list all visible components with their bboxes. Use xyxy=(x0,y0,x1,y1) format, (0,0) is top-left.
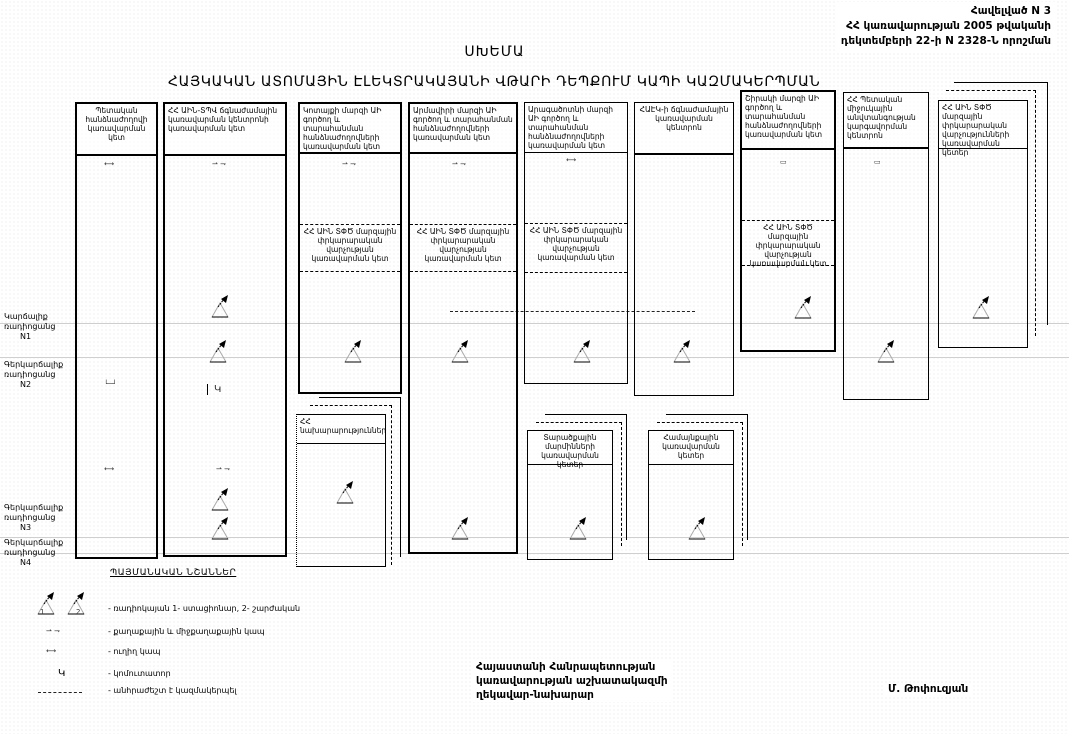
column-header: ՀՀ ԱԻՆ-ՏՊՎ ճգնաժամային կառավարման կենտրոնի կառավարման կետ xyxy=(165,104,285,156)
antenna-icon xyxy=(793,296,813,320)
legend-item-phone: - քաղաքային և միջքաղաքային կապ xyxy=(108,627,265,636)
column-subheader: ՀՀ ԱԻՆ ՏՓԾ մարզային փրկարարական վարչության կառավարման կետ xyxy=(525,223,627,273)
dotted-line-icon xyxy=(38,692,82,693)
column-subheader: ՀՀ ԱԻՆ ՏՓԾ մարզային փրկարարական վարչության կառավարման կետ xyxy=(300,224,400,272)
phone-link-icon: ⟷ xyxy=(104,160,115,168)
legend-item-direct: - ուղիղ կապ xyxy=(108,647,161,656)
antenna-icon xyxy=(210,295,230,319)
phone-link-icon: ⇀ ⇁ xyxy=(46,627,60,635)
approval-line-3: դեկտեմբերի 22-ի N 2328-Ն որոշման xyxy=(840,35,1051,47)
phone-link-icon: ⇀ ⇁ xyxy=(342,160,356,168)
column-header: Արմավիրի մարզի ԱԻ գործող և տարահանման հանձնաժողովների կառավարման կետ xyxy=(410,104,516,154)
antenna-icon xyxy=(210,517,230,541)
antenna-icon xyxy=(208,340,228,364)
column-header: ՀՀ Պետական միջուկային անվտանգության կարգավորման կենտրոն xyxy=(844,93,928,149)
direct-line-icon: ▭ xyxy=(874,158,881,166)
signatory-title: Հայաստանի Հանրապետության կառավարության աշխատակազմի ղեկավար-նախարար xyxy=(472,660,672,702)
column-header: ՀՀ ԱԻՆ ՏՓԾ մարզային փրկարարական վարչությունների կառավարման կետեր xyxy=(939,101,1027,149)
commutator-icon: Կ xyxy=(58,668,66,679)
legend-item-radio: - ռադիոկայան 1- ստացիոնար, 2- շարժական xyxy=(108,604,301,613)
antenna-icon xyxy=(210,488,230,512)
phone-link-icon: ⇀ ⇁ xyxy=(216,465,230,473)
legend-title: ՊԱՅՄԱՆԱԿԱՆ ՆՇԱՆՆԵՐ xyxy=(110,568,237,578)
column-subheader: ՀՀ ԱԻՆ ՏՓԾ մարզային փրկարարական վարչության կառավարման կետ xyxy=(742,220,834,266)
level-label-n1: Կարճալիք ռադիոցանց N1 xyxy=(4,312,56,341)
column-header: Արագածոտնի մարզի ԱԻ գործող և տարահանման հանձնաժողովների կառավարման կետ xyxy=(525,103,627,153)
level-label-n2: Գերկարճալիք ռադիոցանց N2 xyxy=(4,360,64,389)
column-header: Կոտայքի մարզի ԱԻ գործող և տարահանման հանձնաժողովների կառավարման կետ xyxy=(300,104,400,154)
level-label-n3: Գերկարճալիք ռադիոցանց N3 xyxy=(4,503,64,532)
column-header: Շիրակի մարզի ԱԻ գործող և տարահանման հանձնաժողովների կառավարման կետ xyxy=(742,92,834,150)
column-armavir xyxy=(408,102,518,554)
phone-link-icon: ⟷ xyxy=(566,156,577,164)
box-header: ՀՀ նախարարություններ xyxy=(297,415,385,444)
column-subheader: ՀՀ ԱԻՆ ՏՓԾ մարզային փրկարարական վարչության կառավարման կետ xyxy=(410,224,516,272)
antenna-icon xyxy=(687,517,707,541)
direct-line-icon: ▭ xyxy=(780,158,787,166)
direct-line-icon: └─┘ xyxy=(104,380,117,388)
column-state-commission xyxy=(75,102,158,559)
direct-line-icon: ⟷ xyxy=(46,647,57,655)
approval-line-2: ՀՀ կառավարության 2005 թվականի xyxy=(846,20,1051,32)
antenna-icon xyxy=(876,340,896,364)
antenna-icon xyxy=(971,296,991,320)
level-label-n4: Գերկարճալիք ռադիոցանց N4 xyxy=(4,538,64,567)
document-title: ՍԽԵՄԱ xyxy=(464,44,525,60)
phone-link-icon: ⇀ ⇁ xyxy=(452,160,466,168)
antenna-icon xyxy=(672,340,692,364)
antenna-icon xyxy=(568,517,588,541)
legend-item-required: - անհրաժեշտ է կազմակերպել xyxy=(108,686,237,695)
commutator-icon: Կ xyxy=(207,384,221,395)
antenna-icon xyxy=(36,592,56,616)
signatory-name: Մ. Թոփուզյան xyxy=(884,683,972,695)
box-header: Համայնքային կառավարման կետեր xyxy=(649,431,733,465)
direct-line-icon: ⟷ xyxy=(104,465,115,473)
antenna-icon xyxy=(450,517,470,541)
antenna-icon xyxy=(343,340,363,364)
box-header: Տարածքային մարմինների կառավարման կետեր xyxy=(528,431,612,465)
document-subtitle: ՀԱՅԿԱԿԱՆ ԱՏՈՄԱՅԻՆ ԷԼԵԿՏՐԱԿԱՅԱՆԻ ՎԹԱՐԻ ԴԵՊՔՈՒՄ ԿԱՊԻ ԿԱԶՄԱԿԵՐՊՄԱՆ xyxy=(168,74,821,90)
phone-link-icon: ⇀ ⇁ xyxy=(212,160,226,168)
column-header: Պետական հանձնաժողովի կառավարման կետ xyxy=(77,104,156,156)
antenna-icon xyxy=(450,340,470,364)
approval-line-1: Հավելված N 3 xyxy=(970,5,1051,17)
column-header: ՀԱԷԿ-ի ճգնաժամային կառավարման կենտրոն xyxy=(635,103,733,155)
antenna-icon xyxy=(335,481,355,505)
antenna-icon xyxy=(572,340,592,364)
column-shirak xyxy=(740,90,836,352)
legend-item-commutator: - կոմուտատոր xyxy=(108,669,171,678)
